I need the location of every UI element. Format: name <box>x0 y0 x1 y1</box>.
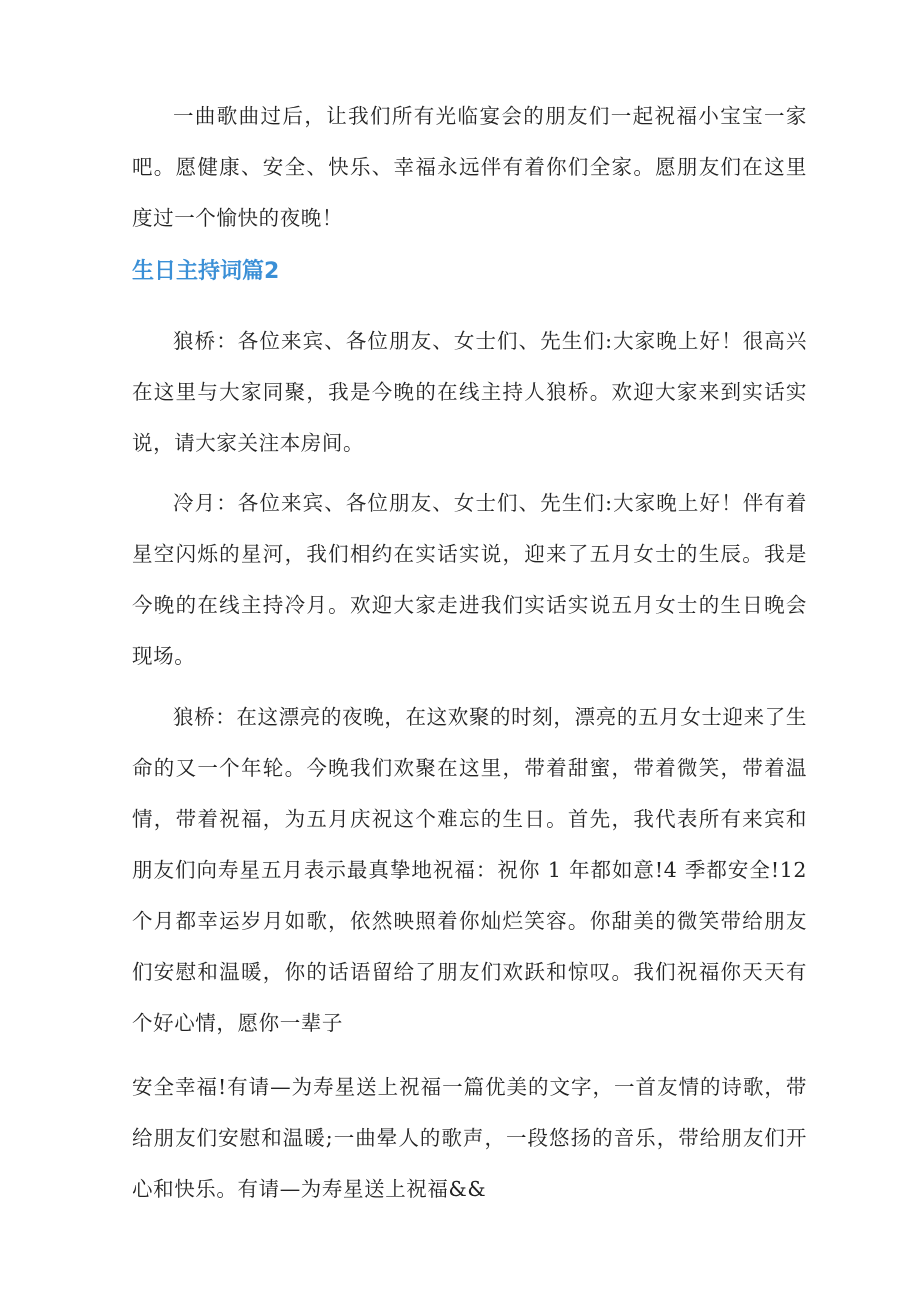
paragraph-host-langqiao-1: 狼桥：各位来宾、各位朋友、女士们、先生们:大家晚上好！很高兴在这里与大家同聚，我是今晚的在线主持人狼桥。欢迎大家来到实话实说，请大家关注本房间。 <box>132 329 807 455</box>
section-heading: 生日主持词篇2 <box>132 259 280 284</box>
paragraph-continuation: 安全幸福!有请—为寿星送上祝福一篇优美的文字，一首友情的诗歌，带给朋友们安慰和温暖;一曲晕人的歌声，一段悠扬的音乐，带给朋友们开心和快乐。有请—为寿星送上祝福&& <box>132 1075 807 1201</box>
paragraph-host-lengyue: 冷月：各位来宾、各位朋友、女士们、先生们:大家晚上好！伴有着星空闪烁的星河，我们相约在实话实说，迎来了五月女士的生辰。我是今晚的在线主持冷月。欢迎大家走进我们实话实说五月女士的生日晚会现场。 <box>132 491 807 668</box>
paragraph-host-langqiao-2: 狼桥：在这漂亮的夜晚，在这欢聚的时刻，漂亮的五月女士迎来了生命的又一个年轮。今晚我们欢聚在这里，带着甜蜜，带着微笑，带着温情，带着祝福，为五月庆祝这个难忘的生日。首先，我代表所有来宾和朋友们向寿星五月表示最真挚地祝福：祝你 1 年都如意!4 季都安全!12 个月都幸运岁月如歌，依然映照着你灿烂笑容。你甜美的微笑带给朋友们安慰和温暖，你的话语留给了朋友们欢跃和惊叹。我们祝福你天天有个好心情，愿你一辈子 <box>132 705 807 1035</box>
paragraph-intro: 一曲歌曲过后，让我们所有光临宴会的朋友们一起祝福小宝宝一家吧。愿健康、安全、快乐、幸福永远伴有着你们全家。愿朋友们在这里度过一个愉快的夜晚！ <box>132 104 807 230</box>
